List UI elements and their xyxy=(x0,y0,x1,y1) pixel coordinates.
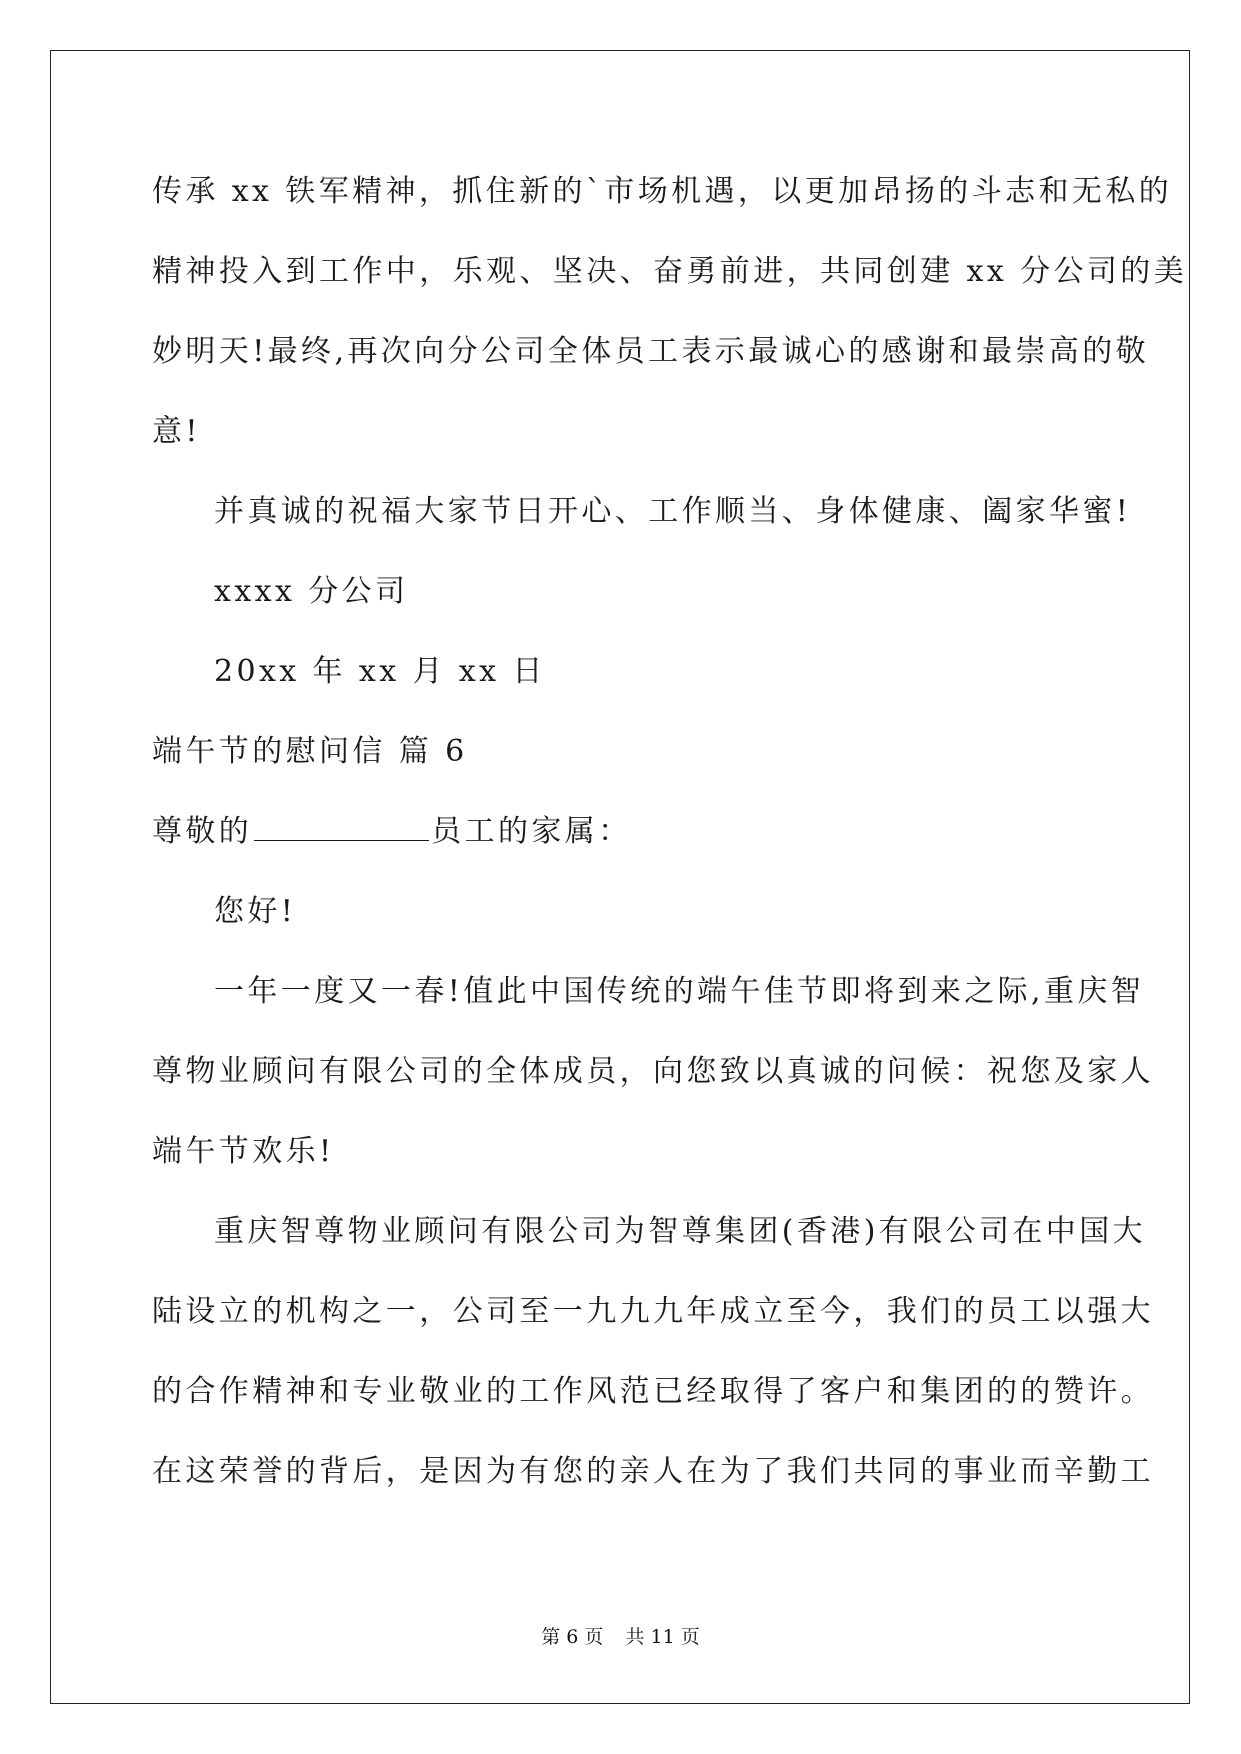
section-heading: 端午节的慰问信 篇 6 xyxy=(152,734,468,769)
greeting: 您好! xyxy=(214,894,297,929)
paragraph-line: 传承 xx 铁军精神，抓住新的`市场机遇，以更加昂扬的斗志和无私的 xyxy=(152,174,1173,209)
page-number: 第 6 页 xyxy=(541,1626,604,1648)
page-total: 共 11 页 xyxy=(625,1626,700,1648)
signature-date: 20xx 年 xx 月 xx 日 xyxy=(214,654,546,689)
paragraph-line: 在这荣誉的背后，是因为有您的亲人在为了我们共同的事业而辛勤工 xyxy=(152,1454,1154,1489)
paragraph-line: 精神投入到工作中，乐观、坚决、奋勇前进，共同创建 xx 分公司的美 xyxy=(152,254,1188,289)
salutation-suffix: 员工的家属： xyxy=(431,814,632,849)
paragraph-line: 尊物业顾问有限公司的全体成员，向您致以真诚的问候：祝您及家人 xyxy=(152,1054,1154,1089)
paragraph-line: 意! xyxy=(152,414,201,449)
paragraph-line: 的合作精神和专业敬业的工作风范已经取得了客户和集团的的赞许。 xyxy=(152,1374,1154,1409)
paragraph-line: 一年一度又一春!值此中国传统的端午佳节即将到来之际,重庆智 xyxy=(214,974,1145,1009)
salutation xyxy=(152,802,1089,882)
greeting-wish: 并真诚的祝福大家节日开心、工作顺当、身体健康、阖家华蜜! xyxy=(214,494,1132,529)
paragraph-line: 端午节欢乐! xyxy=(152,1134,335,1169)
fill-in-blank xyxy=(254,814,429,841)
paragraph-line: 妙明天!最终,再次向分公司全体员工表示最诚心的感谢和最崇高的敬 xyxy=(152,334,1149,369)
page-footer xyxy=(0,1622,1241,1649)
paragraph-line: 重庆智尊物业顾问有限公司为智尊集团(香港)有限公司在中国大 xyxy=(214,1214,1147,1249)
salutation-prefix: 尊敬的 xyxy=(152,814,253,849)
document-body xyxy=(152,162,1188,1522)
signature-company: xxxx 分公司 xyxy=(214,574,409,609)
paragraph-line: 陆设立的机构之一，公司至一九九九年成立至今，我们的员工以强大 xyxy=(152,1294,1154,1329)
